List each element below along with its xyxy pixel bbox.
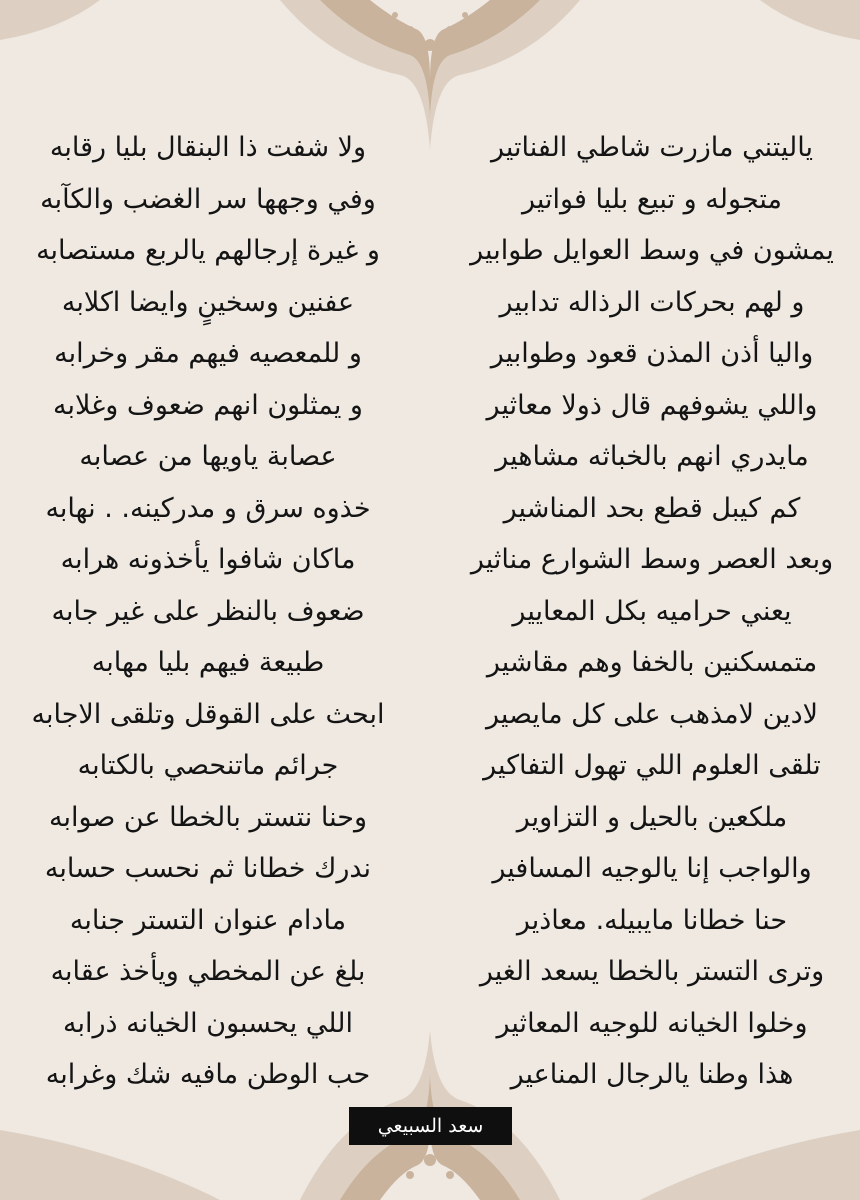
poem-body <box>0 122 860 1090</box>
verse-second-hemistich: ندرك خطانا ثم نحسب حسابه <box>44 853 372 884</box>
verse-first-hemistich: وبعد العصر وسط الشوارع مناثير <box>470 544 834 575</box>
verse-second-hemistich: ابحث على القوقل وتلقى الاجابه <box>31 698 385 730</box>
verse-first-hemistich: ياليتني مازرت شاطي الفناتير <box>490 132 813 163</box>
poet-signature: سعد السبيعي <box>349 1107 512 1145</box>
poem-first-hemistichs <box>452 122 852 1101</box>
verse-first-hemistich: هذا وطنا يالرجال المناعير <box>510 1059 794 1090</box>
verse-second-hemistich: طبيعة فيهم بليا مهابه <box>91 647 325 678</box>
verse-second-hemistich: اللي يحسبون الخيانه ذرابه <box>63 1007 353 1039</box>
verse-first-hemistich: وترى التستر بالخطا يسعد الغير <box>479 956 825 987</box>
verse-second-hemistich: ضعوف بالنظر على غير جابه <box>51 595 365 627</box>
verse-second-hemistich: ولا شفت ذا البنقال بليا رقابه <box>49 132 367 163</box>
verse-first-hemistich: ملكعين بالحيل و التزاوير <box>516 801 788 833</box>
verse-second-hemistich: و غيرة إرجالهم يالربع مستصابه <box>36 235 380 266</box>
verse-first-hemistich: مايدري انهم بالخباثه مشاهير <box>495 441 809 472</box>
verse-second-hemistich: بلغ عن المخطي ويأخذ عقابه <box>50 956 366 987</box>
verse-second-hemistich: ماكان شافوا يأخذونه هرابه <box>60 544 356 575</box>
verse-first-hemistich: والواجب إنا يالوجيه المسافير <box>492 853 812 884</box>
verse-first-hemistich: متمسكنين بالخفا وهم مقاشير <box>486 647 818 678</box>
poem-second-hemistichs <box>8 122 408 1101</box>
verse-first-hemistich: يعني حراميه بكل المعايير <box>512 595 792 627</box>
verse-second-hemistich: عفنين وسخينٍ وايضا اكلابه <box>61 286 355 318</box>
verse-second-hemistich: وحنا نتستر بالخطا عن صوابه <box>48 801 368 833</box>
verse-first-hemistich: يمشون في وسط العوايل طوابير <box>470 235 834 266</box>
verse-first-hemistich: متجوله و تبيع بليا فواتير <box>522 183 782 215</box>
verse-second-hemistich: جرائم ماتنحصي بالكتابه <box>77 750 339 781</box>
verse-first-hemistich: لادين لامذهب على كل مايصير <box>485 698 819 730</box>
verse-first-hemistich: واليا أذن المذن قعود وطوابير <box>490 338 814 369</box>
verse-second-hemistich: عصابة ياويها من عصابه <box>79 441 337 472</box>
verse-first-hemistich: وخلوا الخيانه للوجيه المعاثير <box>496 1007 808 1039</box>
verse-second-hemistich: خذوه سرق و مدركينه. . نهابه <box>45 492 371 524</box>
verse-second-hemistich: مادام عنوان التستر جنابه <box>69 904 347 936</box>
verse-first-hemistich: حنا خطانا مايبيله. معاذير <box>516 904 788 936</box>
verse-second-hemistich: حب الوطن مافيه شك وغرابه <box>45 1059 371 1090</box>
verse-second-hemistich: و للمعصيه فيهم مقر وخرابه <box>54 338 362 369</box>
verse-second-hemistich: وفي وجهها سر الغضب والكآبه <box>40 183 376 215</box>
verse-first-hemistich: تلقى العلوم اللي تهول التفاكير <box>483 750 821 781</box>
verse-first-hemistich: كم كيبل قطع بحد المناشير <box>503 492 801 524</box>
verse-first-hemistich: و لهم بحركات الرذاله تدابير <box>499 286 805 318</box>
verse-first-hemistich: واللي يشوفهم قال ذولا معاثير <box>486 389 818 421</box>
verse-second-hemistich: و يمثلون انهم ضعوف وغلابه <box>53 389 363 421</box>
